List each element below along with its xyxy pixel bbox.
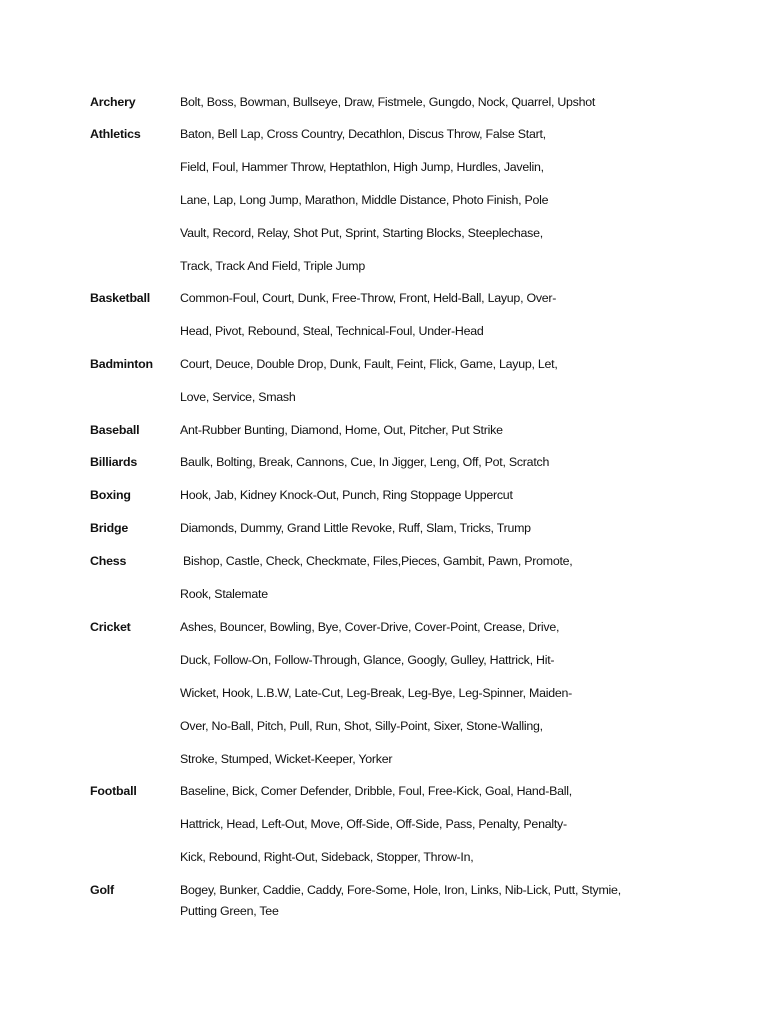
term-chess: Chess [90, 554, 127, 568]
definition-line: Ant-Rubber Bunting, Diamond, Home, Out, Pitcher, Put Strike [180, 423, 503, 437]
definition-line: Bolt, Boss, Bowman, Bullseye, Draw, Fistmele, Gungdo, Nock, Quarrel, Upshot [180, 95, 596, 109]
term-cricket: Cricket [90, 620, 131, 634]
definition-line: Hattrick, Head, Left-Out, Move, Off-Side, Off-Side, Pass, Penalty, Penalty- [180, 817, 567, 831]
definition-line: Lane, Lap, Long Jump, Marathon, Middle Distance, Photo Finish, Pole [180, 193, 549, 207]
term-basketball: Basketball [90, 291, 150, 305]
definition-line: Putting Green, Tee [180, 904, 279, 918]
definition-line: Ashes, Bouncer, Bowling, Bye, Cover-Drive, Cover-Point, Crease, Drive, [180, 620, 560, 634]
definition-line: Field, Foul, Hammer Throw, Heptathlon, High Jump, Hurdles, Javelin, [180, 160, 544, 174]
term-athletics: Athletics [90, 127, 141, 141]
definition-line: Baulk, Bolting, Break, Cannons, Cue, In Jigger, Leng, Off, Pot, Scratch [180, 455, 550, 469]
definition-line: Head, Pivot, Rebound, Steal, Technical-Foul, Under-Head [180, 324, 484, 338]
term-archery: Archery [90, 95, 136, 109]
term-badminton: Badminton [90, 357, 153, 371]
definition-line: Wicket, Hook, L.B.W, Late-Cut, Leg-Break, Leg-Bye, Leg-Spinner, Maiden- [180, 686, 573, 700]
definition-line: Duck, Follow-On, Follow-Through, Glance, Googly, Gulley, Hattrick, Hit- [180, 653, 555, 667]
definition-line: Over, No-Ball, Pitch, Pull, Run, Shot, Silly-Point, Sixer, Stone-Walling, [180, 719, 543, 733]
definition-line: Bogey, Bunker, Caddie, Caddy, Fore-Some, Hole, Iron, Links, Nib-Lick, Putt, Stymie, [180, 883, 621, 897]
definition-line: Court, Deuce, Double Drop, Dunk, Fault, Feint, Flick, Game, Layup, Let, [180, 357, 558, 371]
term-football: Football [90, 784, 137, 798]
definition-line: Common-Foul, Court, Dunk, Free-Throw, Front, Held-Ball, Layup, Over- [180, 291, 557, 305]
term-bridge: Bridge [90, 521, 129, 535]
definition-line: Kick, Rebound, Right-Out, Sideback, Stopper, Throw-In, [180, 850, 474, 864]
term-golf: Golf [90, 883, 114, 897]
definition-line: Rook, Stalemate [180, 587, 268, 601]
definition-line: Baseline, Bick, Comer Defender, Dribble, Foul, Free-Kick, Goal, Hand-Ball, [180, 784, 572, 798]
term-boxing: Boxing [90, 488, 131, 502]
definition-line: Diamonds, Dummy, Grand Little Revoke, Ruff, Slam, Tricks, Trump [180, 521, 531, 535]
definition-line: Track, Track And Field, Triple Jump [180, 259, 365, 273]
definition-line: Bishop, Castle, Check, Checkmate, Files,Pieces, Gambit, Pawn, Promote, [183, 554, 573, 568]
definition-line: Baton, Bell Lap, Cross Country, Decathlon, Discus Throw, False Start, [180, 127, 546, 141]
definition-line: Hook, Jab, Kidney Knock-Out, Punch, Ring Stoppage Uppercut [180, 488, 513, 502]
term-billiards: Billiards [90, 455, 138, 469]
definition-line: Stroke, Stumped, Wicket-Keeper, Yorker [180, 752, 393, 766]
term-baseball: Baseball [90, 423, 140, 437]
definition-line: Vault, Record, Relay, Shot Put, Sprint, Starting Blocks, Steeplechase, [180, 226, 543, 240]
definition-line: Love, Service, Smash [180, 390, 296, 404]
